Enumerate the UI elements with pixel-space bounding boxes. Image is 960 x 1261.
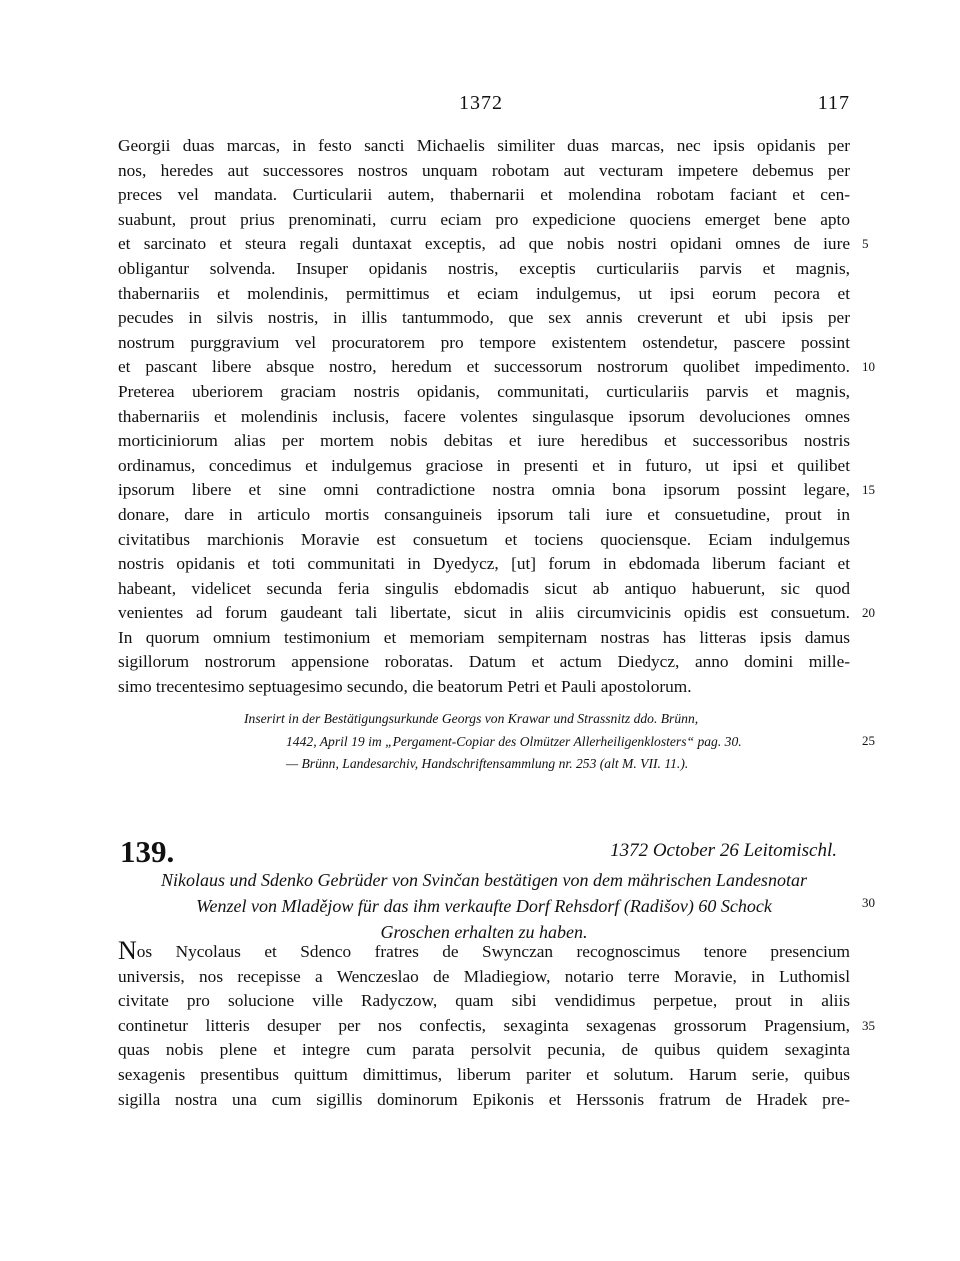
text-line: sigilla nostra una cum sigillis dominorum Epikonis et Herssonis fratrum de Hradek pre- [118,1089,850,1109]
source-note: Inserirt in der Bestätigungsurkunde Georgs von Krawar und Strassnitz ddo. Brünn, [244,711,699,726]
initial-letter: N [118,940,137,965]
source-notes [118,708,850,776]
source-note: 1442, April 19 im „Pergament-Copiar des Olmützer Allerheiligenklosters“ pag. 30. [286,733,742,749]
line-number: 10 [862,359,875,374]
text-line: thabernariis et molendinis, permittimus et eciam indulgemus, ut ipsi eorum pecora et [118,283,850,303]
text-line: nostris opidanis et toti communitati in Dyedycz, [ut] forum in ebdomada liberum faciant et [118,554,850,574]
first-line-text: os Nycolaus et Sdenco fratres de Swynczan recognoscimus tenore presencium [136,942,850,961]
text-line: Georgii duas marcas, in festo sancti Michaelis similiter duas marcas, nec ipsis opidanis per [118,136,850,155]
text-line: In quorum omnium testimonium et memoriam sempiternam nostras has litteras ipsis damus [118,627,850,647]
page-number: 117 [817,92,850,114]
document-date-place: 1372 October 26 Leitomischl. [610,840,837,861]
header-year: 1372 [459,92,503,114]
source-note: — Brünn, Landesarchiv, Handschriftensammlung nr. 253 (alt M. VII. 11.). [286,756,689,771]
text-line: morticiniorum alias per mortem nobis debitas et iure heredibus et successoribus nostris [118,431,850,451]
line-number: 5 [862,236,869,251]
text-line: suabunt, prout prius prenominati, curru eciam pro expedicione quociens emerget bene apto [118,209,850,229]
regest-line: Nikolaus und Sdenko Gebrüder von Svinčan bestätigen von dem mährischen Landesnotar [161,870,807,890]
charter-text [118,940,850,1112]
text-line: sexagenis presentibus quittum dimittimus, liberum pariter et solutum. Harum serie, quibus [118,1064,850,1084]
text-line: venientes ad forum gaudeant tali libertate, sicut in aliis circumvicinis opidis est consuetum. [118,603,850,623]
text-line: quas nobis plene et integre cum parata persolvit pecunia, de quibus quidem sexaginta [118,1040,850,1060]
document-regest [118,867,850,945]
text-line: nos, heredes aut successores nostros unquam robotam aut vecturam impetere debemus per [118,160,850,180]
regest-line: Groschen erhalten zu haben. [380,922,588,942]
text-line: continetur litteris desuper per nos confectis, sexaginta sexagenas grossorum Pragensium, [118,1015,850,1035]
text-line: habeant, videlicet secunda feria singulis ebdomadis sicut ab antiquo habuerunt, sic quod [118,578,850,598]
text-line: Preterea uberiorem graciam nostris opidanis, communitati, curticulariis parvis et magnis, [118,381,850,401]
text-line: simo trecentesimo septuagesimo secundo, die beatorum Petri et Pauli apostolorum. [118,677,692,697]
text-line: obligantur solvenda. Insuper opidanis nostris, exceptis curticulariis parvis et magnis, [118,258,850,278]
text-line: ordinamus, concedimus et indulgemus graciose in presenti et in futuro, ut ipsi et quilibet [118,455,850,475]
page-header [118,92,850,118]
text-line-first [118,940,850,965]
text-line: pecudes in silvis nostris, in illis tantummodo, que sex annis creverunt et ubi ipsis per [118,308,850,328]
continued-charter-text [118,134,850,700]
text-line: ipsorum libere et sine omni contradictione nostra omnia bona ipsorum possint legare, [118,480,850,500]
text-line: sigillorum nostrorum appensione roboratas. Datum et actum Diedycz, anno domini mille- [118,652,850,672]
document-number: 139. [120,834,175,869]
text-line: universis, nos recepisse a Wenczeslao de Mladiegiow, notario terre Moravie, in Luthomisl [118,966,850,986]
text-line: nostrum purggravium vel procuratorem pro tempore existentem ostendetur, pascere possint [118,332,850,352]
text-line: preces vel mandata. Curticularii autem, thabernarii et molendina robotam faciant et cen- [118,185,850,205]
regest-line: Wenzel von Mladějow für das ihm verkaufte Dorf Rehsdorf (Radišov) 60 Schock [196,896,772,916]
text-line: donare, dare in articulo mortis consanguineis ipsorum tali iure et consuetudine, prout in [118,504,850,524]
line-number: 35 [862,1018,875,1033]
line-number: 15 [862,482,875,497]
line-number: 30 [862,895,875,910]
text-line: thabernariis et molendinis inclusis, facere volentes singulasque ipsorum devoluciones omnes [118,406,850,426]
line-number: 20 [862,605,875,620]
text-line: et pascant libere absque nostro, heredum et successorum nostrorum quolibet impedimento. [118,357,850,377]
text-line: et sarcinato et steura regali duntaxat exceptis, ad que nobis nostri opidani omnes de iure [118,234,850,254]
text-line: civitatibus marchionis Moravie est consuetum et tociens quociensque. Eciam indulgemus [118,529,850,549]
text-line: civitate pro solucione ville Radyczow, quam sibi vendidimus perpetue, prout in aliis [118,991,850,1011]
line-number: 25 [862,733,875,748]
